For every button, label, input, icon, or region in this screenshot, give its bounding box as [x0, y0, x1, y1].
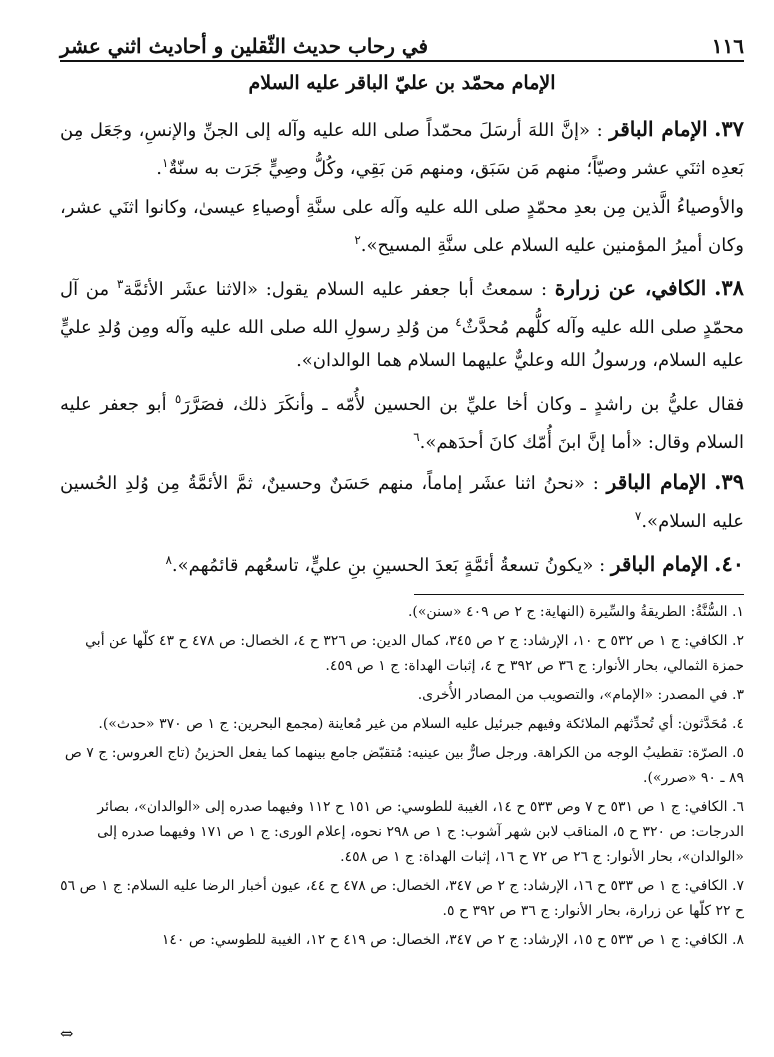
hadith-text: من آل محمّدٍ صلى الله عليه وآله كلُّهم مُحدَّثٌ [60, 279, 744, 338]
footnote-item: ١. السُّنَّةُ: الطريقةُ والسِّيرة (النهاية: ج ٢ ص ٤٠٩ «سنن»). [407, 604, 744, 620]
running-title: في رحاب حديث الثّقلين و أحاديث اثني عشر [60, 34, 429, 58]
hadith-text: فقال عليُّ بن راشدٍ ـ وكان أخا عليِّ بن الحسين لأُمّه ـ وأنكَرَ ذلك، فصَرَّرَ [181, 394, 744, 415]
hadith-source: الإمام الباقر [606, 470, 707, 494]
hadith-text: من وُلدِ رسولِ الله صلى الله عليه وآله ومِن وُلدِ عليٍّ عليه السلام، ورسولُ الله وعليٌّ عليهما السلام هما الوالدان». [60, 317, 744, 371]
footnote-ref[interactable]: ٢ [354, 233, 361, 247]
footnote-ref[interactable]: ٦ [413, 430, 420, 444]
hadith-38 [60, 268, 744, 377]
page-header [60, 22, 744, 58]
footnotes [60, 600, 744, 957]
continuation-icon: ⇔ [60, 1024, 74, 1043]
hadith-text: : «إنَّ اللهَ أرسَلَ محمّداً صلى الله عليه وآله إلى الجنِّ والإنسِ، وجَعَل مِن بَعدِه اثنَي عشر وصيّاً؛ منهم مَن سَبَق، ومنهم مَن بَقِي، وكُلُّ وصِيٍّ جَرَت به سنّةٌ [60, 120, 744, 179]
hadith-37-continuation [60, 191, 744, 262]
hadith-text: : «نحنُ اثنا عشَر إماماً، منهم حَسَنٌ وحسينٌ، ثمَّ الأئمَّةُ مِن وُلدِ الحُسين عليه السلام». [60, 473, 744, 532]
footnote-ref[interactable]: ٤ [455, 315, 462, 329]
footnote-ref[interactable]: ١ [162, 156, 169, 170]
footnote-ref[interactable]: ٣ [116, 277, 124, 291]
hadith-38-continuation [60, 383, 744, 459]
footnote-ref[interactable]: ٥ [174, 392, 182, 406]
header-rule [60, 60, 744, 62]
page-number: ١١٦ [711, 34, 744, 58]
footnote-item: ٣. في المصدر: «الإمام»، والتصويب من المصادر الأُخرى. [417, 687, 744, 703]
hadith-number: ٣٨. [714, 275, 744, 300]
footnote-item: ٧. الكافي: ج ١ ص ٥٣٣ ح ١٦، الإرشاد: ج ٢ ص ٣٤٧، الخصال: ص ٤٧٨ ح ٤٤، عيون أخبار الرضا عليه السلام: ج ١ ص ٥٦ ح ٢٢ كلّها عن زرارة، بحار الأنوار: ج ٣٦ ص ٣٩٢ ح ٥. [60, 878, 744, 919]
footnote-item: ٤. مُحَدَّثون: أي تُحدِّثهم الملائكة وفيهم جبرئيل عليه السلام من غير مُعاينة (مجمع البحرين: ج ١ ص ٣٧٠ «حدث»). [98, 716, 744, 732]
footnote-divider [414, 594, 744, 595]
footnote-item: ٨. الكافي: ج ١ ص ٥٣٣ ح ١٥، الإرشاد: ج ٢ ص ٣٤٧، الخصال: ص ٤١٩ ح ١٢، الغيبة للطوسي: ص ١٤٠ [161, 932, 744, 948]
footnote-ref[interactable]: ٨ [165, 553, 172, 567]
section-title: الإمام محمّد بن عليّ الباقر عليه السلام [248, 72, 556, 94]
hadith-37: ٣٧. الإمام الباقر : «إنَّ اللهَ أرسَلَ محمّداً صلى الله عليه وآله إلى الجنِّ والإنسِ، وجَعَل مِن بَعدِه اثنَي عشر وصيّاً؛ منهم مَن سَبَق، ومنهم مَن بَقِي، وكُلُّ وصِيٍّ جَرَت به سنّةٌ$^١$. [60, 116, 744, 179]
hadith-source: الإمام الباقر [609, 117, 708, 141]
hadith-text: والأوصياءُ الَّذين مِن بعدِ محمّدٍ صلى الله عليه وآله على سنَّةِ أوصياءِ عيسىٰ، وكانوا اثنَي عشر، وكان أميرُ المؤمنين عليه السلام على سنَّةِ المسيح». [60, 197, 744, 256]
hadith-39 [60, 465, 744, 538]
hadith-text: أبو جعفر عليه السلام وقال: «أما إنَّ ابنَ أُمّك كانَ أحدَهم». [60, 394, 744, 453]
footnote-item: ٥. الصرّة: تقطيبُ الوجه من الكراهة. ورجل صارٌّ بين عينيه: مُتقبّض جامع بينهما كما يفعل الحزينُ (تاج العروس: ج ٧ ص ٨٩ ـ ٩٠ «صرر»). [64, 745, 744, 786]
hadith-source: الإمام الباقر [610, 552, 709, 576]
hadith-number: ٤٠. [714, 551, 744, 576]
hadith-number: ٣٩. [714, 469, 744, 494]
main-text [60, 112, 744, 588]
hadith-number: ٣٧. [714, 116, 744, 141]
hadith-40 [60, 544, 744, 582]
hadith-source: الكافي، عن زرارة [554, 276, 707, 300]
footnote-item: ٦. الكافي: ج ١ ص ٥٣١ ح ٧ وص ٥٣٣ ح ١٤، الغيبة للطوسي: ص ١٥١ ح ١١٢ وفيهما صدره إلى «الوالدان»، بصائر الدرجات: ص ٣٢٠ ح ٥، المناقب لابن شهر آشوب: ج ١ ص ٢٩٨ نحوه، إعلام الورى: ج ١ ص ١٧١ وفيهما صدره إلى «الوالدان»، بحار الأنوار: ج ٢٦ ص ٧٢ ح ١٦، إثبات الهداة: ج ١ ص ٤٥٨. [97, 799, 744, 865]
footnote-item: ٢. الكافي: ج ١ ص ٥٣٢ ح ١٠، الإرشاد: ج ٢ ص ٣٤٥، كمال الدين: ص ٣٢٦ ح ٤، الخصال: ص ٤٧٨ ح ٤٣ كلّها عن أبي حمزة الثمالي، بحار الأنوار: ج ٣٦ ص ٣٩٢ ح ٤، إثبات الهداة: ج ١ ص ٤٥٩. [85, 633, 744, 674]
hadith-text: : سمعتُ أبا جعفر عليه السلام يقول: «الاثنا عشَر الأئمَّة [123, 279, 548, 300]
footnote-ref[interactable]: ٧ [634, 509, 642, 523]
hadith-text: : «يكونُ تسعةُ أئمَّةٍ بَعدَ الحسينِ بنِ عليٍّ، تاسعُهم قائمُهم». [171, 555, 606, 576]
